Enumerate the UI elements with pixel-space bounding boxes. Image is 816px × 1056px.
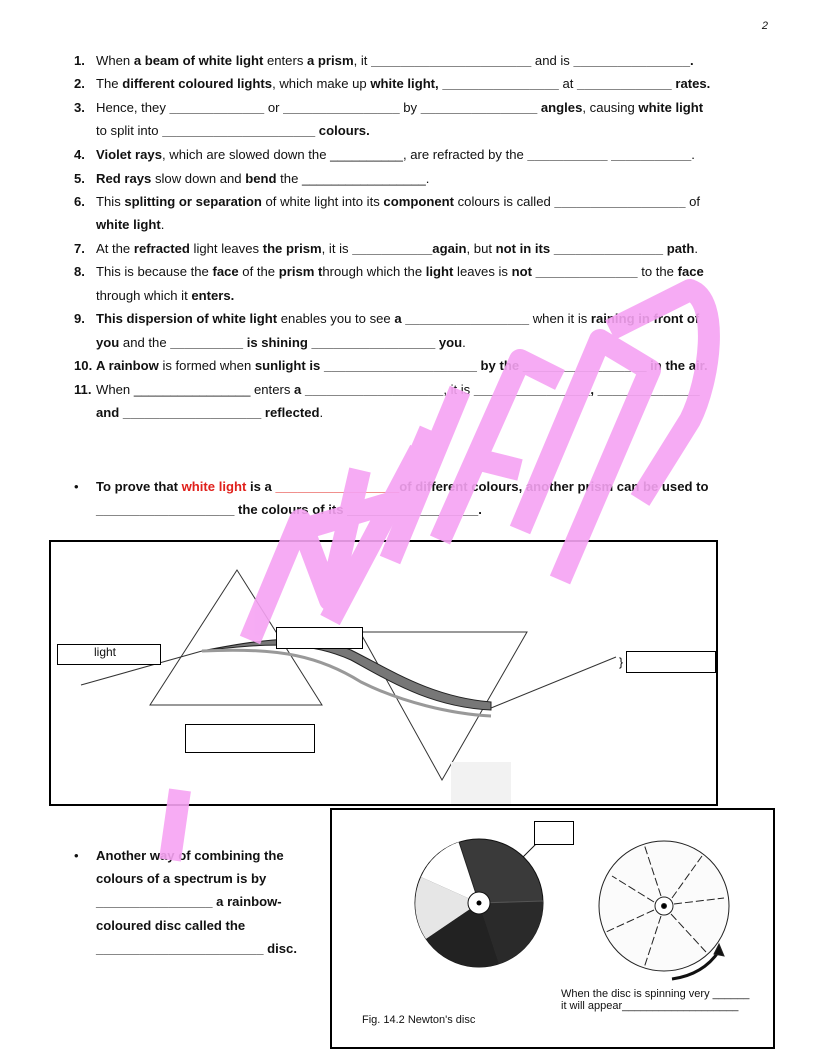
text-segment: _______________ path [553,241,695,256]
second-prism [360,632,527,780]
text-segment: _____________ [169,100,265,115]
text-segment: to split into [96,123,163,138]
question-text [96,358,708,374]
label-box-prism[interactable] [185,724,315,753]
text-segment: , which are slowed down the __________, are refracted by the [162,147,528,162]
bullet-line [96,502,482,517]
text-segment: or [264,100,284,115]
page-number: 2 [761,20,768,32]
text-segment: sunlight is _____________________ by the _________________ in the air. [254,358,708,373]
text-segment: colours is called [453,194,555,209]
text-segment: of the [238,264,279,279]
question-text [96,100,703,116]
text-segment: To prove that [96,479,182,494]
text-segment: _____________________ colours. [162,123,370,138]
question-number: 10. [74,358,93,373]
question-number: 9. [74,311,85,326]
question-text [96,311,699,327]
text-segment: different coloured lights [122,76,273,91]
text-segment: not in its [495,241,551,256]
text-segment: white light [181,479,247,494]
text-segment: face [212,264,239,279]
text-segment: and is [531,53,574,68]
text-segment: , causing [582,100,639,115]
text-segment: coloured disc called the [96,918,246,933]
text-segment: This [96,194,125,209]
text-segment: . [319,405,324,420]
text-segment: the _________________. [276,171,430,186]
question-text [96,288,234,304]
text-segment: a beam of white light [133,53,264,68]
text-segment: enables you to see [277,311,395,326]
text-segment: Hence, they [96,100,170,115]
text-segment: When [96,53,134,68]
text-segment: white light [96,217,161,232]
text-segment: _______________________ disc. [96,941,297,956]
question-number: 3. [74,100,85,115]
question-text [96,241,698,257]
label-box-output[interactable] [626,651,716,673]
question-text [96,405,323,421]
question-number: 2. [74,76,85,91]
text-segment: _________________ [275,479,400,494]
bullet-line [96,479,708,494]
text-segment: ________________. [573,53,694,68]
text-segment: the prism [262,241,322,256]
figure-caption: Fig. 14.2 Newton's disc [362,1014,476,1026]
text-segment: , ________________ [435,76,559,91]
question-number: 4. [74,147,85,162]
spin-text-1: When the disc is spinning very ______ [561,988,750,1000]
text-segment: . [694,241,698,256]
question-text [96,53,694,69]
text-segment: This dispersion of white light [96,311,278,326]
question-text [96,171,429,187]
question-text [96,194,700,210]
text-segment: white light [638,100,704,115]
text-segment: not ______________ [511,264,638,279]
prism-diagram [49,540,718,806]
text-segment: , but [466,241,496,256]
text-segment: of [685,194,701,209]
text-segment: by [399,100,421,115]
text-segment: __________________ [554,194,686,209]
text-segment: refracted [133,241,190,256]
prism-illustration [51,542,716,804]
text-segment: hrough which the [322,264,426,279]
text-segment: through which it [96,288,192,303]
text-segment: a prism [307,53,354,68]
question-text [96,382,700,398]
text-segment: When ________________ enters [96,382,295,397]
text-segment: ___________again [352,241,467,256]
text-segment: you [96,335,120,350]
question-text [96,264,704,280]
text-segment: _____________ rates. [577,76,711,91]
bullet-line [96,918,245,933]
text-segment: . [691,147,695,162]
bullet-icon: • [74,479,79,494]
text-segment: to the [637,264,678,279]
text-segment: slow down and [151,171,246,186]
newtons-disc-diagram [330,808,775,1049]
text-segment: . [160,217,165,232]
question-number: 6. [74,194,85,209]
text-segment: ______________________ [371,53,532,68]
text-segment: of white light into its [261,194,384,209]
text-segment: ___________________ the colours of its __________________. [96,502,482,517]
text-segment: . [462,335,466,350]
bullet-line [96,871,266,886]
question-text [96,123,370,139]
text-segment: ________________ a rainbow- [96,894,282,909]
spin-text-2: it will appear___________________ [561,1000,739,1012]
text-segment: enters [263,53,308,68]
brace-mark: } [619,655,624,669]
text-segment: , it is [321,241,353,256]
text-segment: Violet rays [96,147,162,162]
text-segment: raining in front of [590,311,700,326]
text-segment: , which make up [272,76,371,91]
text-segment: ________________, ______________ [473,382,700,397]
text-segment: splitting or separation [124,194,262,209]
text-segment: The [96,76,123,91]
text-segment: At the [96,241,134,256]
bullet-line [96,941,297,956]
text-segment: Another way of combining the [96,848,284,863]
question-text [96,147,695,163]
text-segment: a _________________ [394,311,530,326]
spinning-disc [599,841,729,979]
label-box-light[interactable] [57,644,161,665]
text-segment: colours of a spectrum is by [96,871,267,886]
bullet-line [96,894,282,909]
text-segment: is formed when [158,358,255,373]
text-segment: Red rays [96,171,152,186]
question-text [96,335,466,351]
text-segment: , it [353,53,372,68]
question-text [96,217,164,233]
bullet-icon: • [74,848,79,863]
text-segment: of different colours, another prism can be used to [399,479,709,494]
label-box-spectrum[interactable] [276,627,363,649]
question-number: 1. [74,53,85,68]
text-segment: enters. [191,288,235,303]
text-segment: ________________ angles [420,100,583,115]
label-box-disc-colour[interactable] [534,821,574,845]
text-segment: at [558,76,578,91]
text-segment: A rainbow [96,358,159,373]
text-segment: light leaves [189,241,263,256]
text-segment: and the [119,335,171,350]
text-segment: face [677,264,704,279]
text-segment: component [383,194,454,209]
text-segment: This is because the [96,264,213,279]
text-segment: when it is [529,311,591,326]
question-number: 8. [74,264,85,279]
emergent-ray [491,657,616,708]
text-segment: bend [245,171,277,186]
text-segment: is a [246,479,276,494]
text-segment: prism t [278,264,323,279]
text-segment: a ___________________ [294,382,444,397]
text-segment: , it is [443,382,474,397]
question-text [96,76,710,92]
text-segment: and ___________________ reflected [96,405,320,420]
question-number: 5. [74,171,85,186]
light-label: light [93,645,116,659]
text-segment: ___________ ___________ [527,147,692,162]
text-segment: leaves is [453,264,512,279]
scan-smudge [451,762,511,804]
text-segment: ________________ [283,100,400,115]
text-segment: light [425,264,454,279]
bullet-line [96,848,284,863]
text-segment: __________ is shining _________________ you [170,335,463,350]
text-segment: white light [370,76,436,91]
question-number: 11. [74,382,92,397]
question-number: 7. [74,241,85,256]
colour-disc [415,839,543,967]
